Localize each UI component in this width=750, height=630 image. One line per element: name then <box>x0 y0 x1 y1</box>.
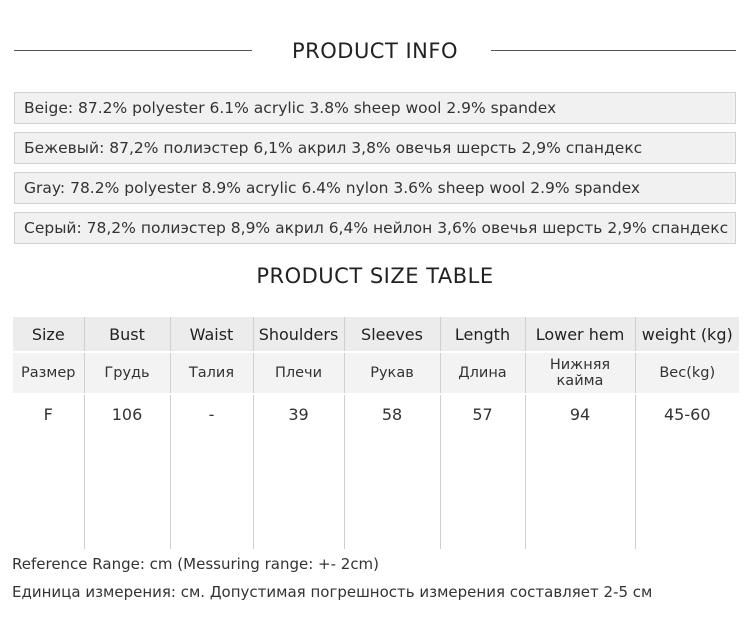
cell-weight: 45-60 <box>635 394 739 549</box>
header-shoulders: Shoulders <box>253 317 344 352</box>
cell-bust: 106 <box>84 394 170 549</box>
header-sleeves: Sleeves <box>344 317 440 352</box>
size-table-header-en <box>13 317 739 352</box>
header-lower-hem: Lower hem <box>525 317 635 352</box>
composition-beige-ru: Бежевый: 87,2% полиэстер 6,1% акрил 3,8% овечья шерсть 2,9% спандекс <box>14 132 736 164</box>
header-size: Size <box>13 317 84 352</box>
header-waist-ru: Талия <box>170 352 253 394</box>
header-bust: Bust <box>84 317 170 352</box>
header-waist: Waist <box>170 317 253 352</box>
header-sleeves-ru: Рукав <box>344 352 440 394</box>
heading-rule-right <box>491 50 736 51</box>
size-table-title: PRODUCT SIZE TABLE <box>256 264 494 288</box>
header-size-ru: Размер <box>13 352 84 394</box>
cell-shoulders: 39 <box>253 394 344 549</box>
size-table-header-ru <box>13 352 739 394</box>
table-row <box>13 394 739 549</box>
composition-gray-en: Gray: 78.2% polyester 8.9% acrylic 6.4% nylon 3.6% sheep wool 2.9% spandex <box>14 172 736 204</box>
reference-note-ru: Единица измерения: см. Допустимая погрешность измерения составляет 2-5 см <box>12 583 653 601</box>
header-bust-ru: Грудь <box>84 352 170 394</box>
header-weight: weight (kg) <box>635 317 739 352</box>
header-weight-ru: Вес(kg) <box>635 352 739 394</box>
header-length: Length <box>440 317 525 352</box>
composition-gray-ru: Серый: 78,2% полиэстер 8,9% акрил 6,4% нейлон 3,6% овечья шерсть 2,9% спандекс <box>14 212 736 244</box>
cell-waist: - <box>170 394 253 549</box>
cell-lower-hem: 94 <box>525 394 635 549</box>
header-length-ru: Длина <box>440 352 525 394</box>
size-table <box>13 317 739 549</box>
cell-length: 57 <box>440 394 525 549</box>
cell-size: F <box>13 394 84 549</box>
reference-note-en: Reference Range: cm (Messuring range: +- 2cm) <box>12 555 380 573</box>
header-shoulders-ru: Плечи <box>253 352 344 394</box>
cell-sleeves: 58 <box>344 394 440 549</box>
composition-beige-en: Beige: 87.2% polyester 6.1% acrylic 3.8% sheep wool 2.9% spandex <box>14 92 736 124</box>
header-lower-hem-ru: Нижняя кайма <box>525 352 635 394</box>
product-info-title: PRODUCT INFO <box>291 39 458 63</box>
